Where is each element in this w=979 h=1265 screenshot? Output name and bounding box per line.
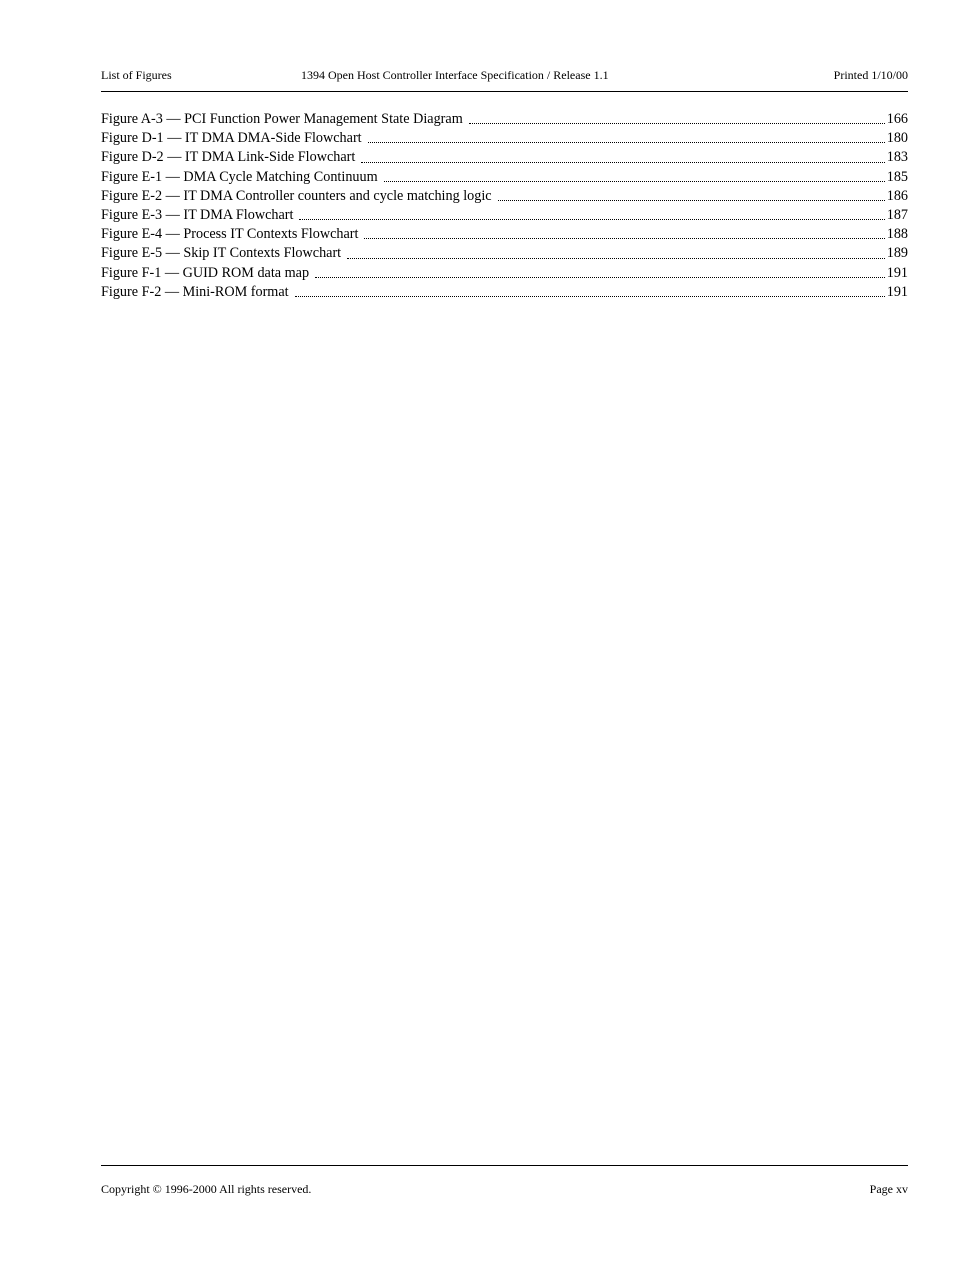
dot-leader [469, 122, 885, 124]
figure-page-number: 191 [886, 283, 908, 300]
page-header [101, 66, 908, 92]
figure-page-number: 185 [886, 168, 908, 185]
dot-leader [361, 161, 884, 163]
list-item[interactable] [101, 187, 908, 206]
figure-title: Figure E-3 — IT DMA Flowchart [101, 206, 294, 223]
figure-title: Figure D-2 — IT DMA Link-Side Flowchart [101, 149, 356, 166]
header-section-title: List of Figures [101, 68, 172, 82]
dot-leader [498, 199, 885, 201]
dot-leader [299, 218, 884, 220]
figure-title: Figure F-1 — GUID ROM data map [101, 264, 310, 281]
dot-leader [347, 257, 885, 259]
figure-page-number: 189 [886, 245, 908, 262]
figure-page-number: 188 [886, 226, 908, 243]
list-item[interactable] [101, 264, 908, 283]
list-item[interactable] [101, 225, 908, 244]
figure-title: Figure E-4 — Process IT Contexts Flowchart [101, 226, 359, 243]
list-item[interactable] [101, 129, 908, 148]
dot-leader [364, 237, 884, 239]
copyright-notice: Copyright © 1996-2000 All rights reserved. [101, 1182, 312, 1196]
figure-page-number: 180 [886, 130, 908, 147]
figure-title: Figure D-1 — IT DMA DMA-Side Flowchart [101, 130, 362, 147]
list-item[interactable] [101, 206, 908, 225]
dot-leader [315, 276, 885, 278]
dot-leader [384, 180, 885, 182]
list-item[interactable] [101, 148, 908, 167]
figure-title: Figure E-1 — DMA Cycle Matching Continuum [101, 168, 378, 185]
figure-title: Figure E-5 — Skip IT Contexts Flowchart [101, 245, 342, 262]
figure-title: Figure F-2 — Mini-ROM format [101, 283, 289, 300]
header-print-date: Printed 1/10/00 [833, 68, 908, 82]
list-item[interactable] [101, 168, 908, 187]
page-number: Page xv [869, 1182, 908, 1196]
list-item[interactable] [101, 283, 908, 302]
list-item[interactable] [101, 110, 908, 129]
dot-leader [368, 141, 885, 143]
figure-page-number: 166 [886, 111, 908, 127]
figure-title: Figure A-3 — PCI Function Power Management State Diagram [101, 111, 463, 127]
figure-list [101, 110, 908, 302]
dot-leader [295, 295, 885, 297]
figure-page-number: 187 [886, 206, 908, 223]
figure-page-number: 183 [886, 149, 908, 166]
figure-page-number: 191 [886, 264, 908, 281]
figure-page-number: 186 [886, 187, 908, 204]
figure-title: Figure E-2 — IT DMA Controller counters and cycle matching logic [101, 187, 492, 204]
page-footer [101, 1165, 908, 1196]
header-document-title: 1394 Open Host Controller Interface Specification / Release 1.1 [301, 68, 609, 82]
list-item[interactable] [101, 244, 908, 263]
